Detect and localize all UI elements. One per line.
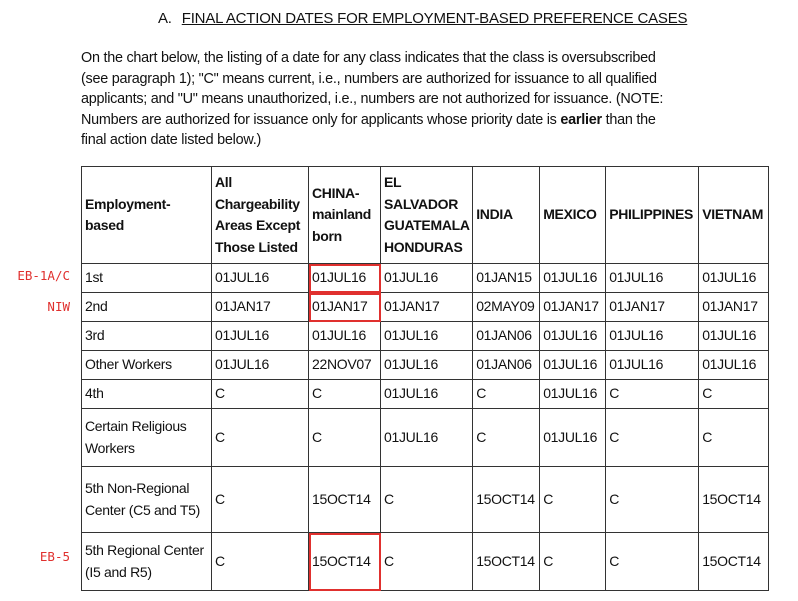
intro-text-2: than the final action date listed below.)	[81, 111, 656, 149]
section-heading	[158, 10, 687, 27]
table-cell: 01JUL16	[606, 264, 699, 293]
table-cell: C	[309, 409, 381, 467]
table-cell: 01JUL16	[606, 351, 699, 380]
header-row	[82, 167, 769, 264]
table-cell: 01JUL16	[381, 264, 473, 293]
table-cell: 22NOV07	[309, 351, 381, 380]
row-label: 4th	[82, 380, 212, 409]
table-cell: 01JUL16	[381, 380, 473, 409]
table-cell: C	[540, 467, 606, 533]
table-cell: C	[212, 380, 309, 409]
table-cell: 01JUL16	[212, 351, 309, 380]
table-cell: 15OCT14	[699, 467, 769, 533]
row-label: 5th Non-Regional Center (C5 and T5)	[82, 467, 212, 533]
table-cell: 01JUL16	[699, 264, 769, 293]
intro-emphasis: earlier	[560, 111, 602, 128]
highlighted-cell: 01JUL16	[309, 264, 381, 293]
section-title: FINAL ACTION DATES FOR EMPLOYMENT-BASED PREFERENCE CASES	[181, 10, 688, 27]
table-cell: 01JUL16	[699, 351, 769, 380]
intro-paragraph	[81, 48, 681, 151]
table-cell: C	[212, 467, 309, 533]
table-row	[82, 351, 769, 380]
table-cell: 01JAN17	[606, 293, 699, 322]
table-row	[82, 467, 769, 533]
table-cell: 01JAN15	[473, 264, 540, 293]
table-cell: 01JUL16	[606, 322, 699, 351]
table-cell: C	[381, 533, 473, 591]
table-cell: 02MAY09	[473, 293, 540, 322]
table-cell: C	[473, 380, 540, 409]
table-cell: 01JUL16	[381, 322, 473, 351]
table-cell: C	[606, 409, 699, 467]
table-cell: C	[606, 533, 699, 591]
table-cell: 01JUL16	[540, 409, 606, 467]
header-cell: CHINA-mainland born	[309, 167, 381, 264]
table-cell: 15OCT14	[473, 467, 540, 533]
row-label: 2nd	[82, 293, 212, 322]
row-label: 3rd	[82, 322, 212, 351]
table-cell: 15OCT14	[309, 467, 381, 533]
header-cell: MEXICO	[540, 167, 606, 264]
intro-text-1: On the chart below, the listing of a date for any class indicates that the class is oversubscribed (see paragraph 1); "C" means current, i.e., numbers are authorized for issuance to all qualified applicants; and "U" means unauthorized, i.e., numbers are not authorized for issuance. (NOTE: Numbers are authorized for issuance only for applicants whose priority date is	[81, 50, 664, 128]
header-cell: Employment-based	[82, 167, 212, 264]
table-cell: 01JAN17	[212, 293, 309, 322]
header-cell: VIETNAM	[699, 167, 769, 264]
table-cell: C	[699, 409, 769, 467]
table-cell: 01JAN06	[473, 322, 540, 351]
annotation-eb5: EB-5	[39, 549, 70, 564]
row-label: 5th Regional Center (I5 and R5)	[82, 533, 212, 591]
table-cell: 01JUL16	[540, 264, 606, 293]
table-row	[82, 322, 769, 351]
table-cell: 01JUL16	[212, 264, 309, 293]
table-row	[82, 264, 769, 293]
table-cell: C	[540, 533, 606, 591]
highlighted-cell: 01JAN17	[309, 293, 381, 322]
table-row	[82, 380, 769, 409]
table-cell: 01JAN06	[473, 351, 540, 380]
table-cell: 01JUL16	[699, 322, 769, 351]
table-cell: 01JUL16	[540, 322, 606, 351]
header-cell: INDIA	[473, 167, 540, 264]
header-cell: PHILIPPINES	[606, 167, 699, 264]
table-cell: 01JUL16	[381, 409, 473, 467]
table-cell: 15OCT14	[699, 533, 769, 591]
header-cell: EL SALVADOR GUATEMALA HONDURAS	[381, 167, 473, 264]
header-cell: All Chargeability Areas Except Those Listed	[212, 167, 309, 264]
table-cell: C	[606, 380, 699, 409]
table-cell: C	[473, 409, 540, 467]
highlighted-cell: 15OCT14	[309, 533, 381, 591]
table-row	[82, 409, 769, 467]
table-cell: 01JUL16	[540, 380, 606, 409]
table-cell: 01JUL16	[309, 322, 381, 351]
row-label: 1st	[82, 264, 212, 293]
table-cell: C	[699, 380, 769, 409]
table-cell: 01JAN17	[540, 293, 606, 322]
table-cell: 01JAN17	[381, 293, 473, 322]
table-cell: 01JUL16	[381, 351, 473, 380]
row-label: Other Workers	[82, 351, 212, 380]
final-action-dates-table	[81, 166, 769, 591]
table-cell: C	[212, 409, 309, 467]
table-cell: C	[212, 533, 309, 591]
table-cell: 01JUL16	[212, 322, 309, 351]
table-row	[82, 293, 769, 322]
table-cell: 01JUL16	[540, 351, 606, 380]
row-label: Certain Religious Workers	[82, 409, 212, 467]
table-cell: C	[606, 467, 699, 533]
annotation-eb1: EB-1A/C	[17, 268, 70, 283]
table-cell: C	[309, 380, 381, 409]
table-row	[82, 533, 769, 591]
section-number: A.	[158, 10, 172, 27]
table-cell: 15OCT14	[473, 533, 540, 591]
table-cell: 01JAN17	[699, 293, 769, 322]
annotation-niw: NIW	[47, 299, 70, 314]
table-cell: C	[381, 467, 473, 533]
